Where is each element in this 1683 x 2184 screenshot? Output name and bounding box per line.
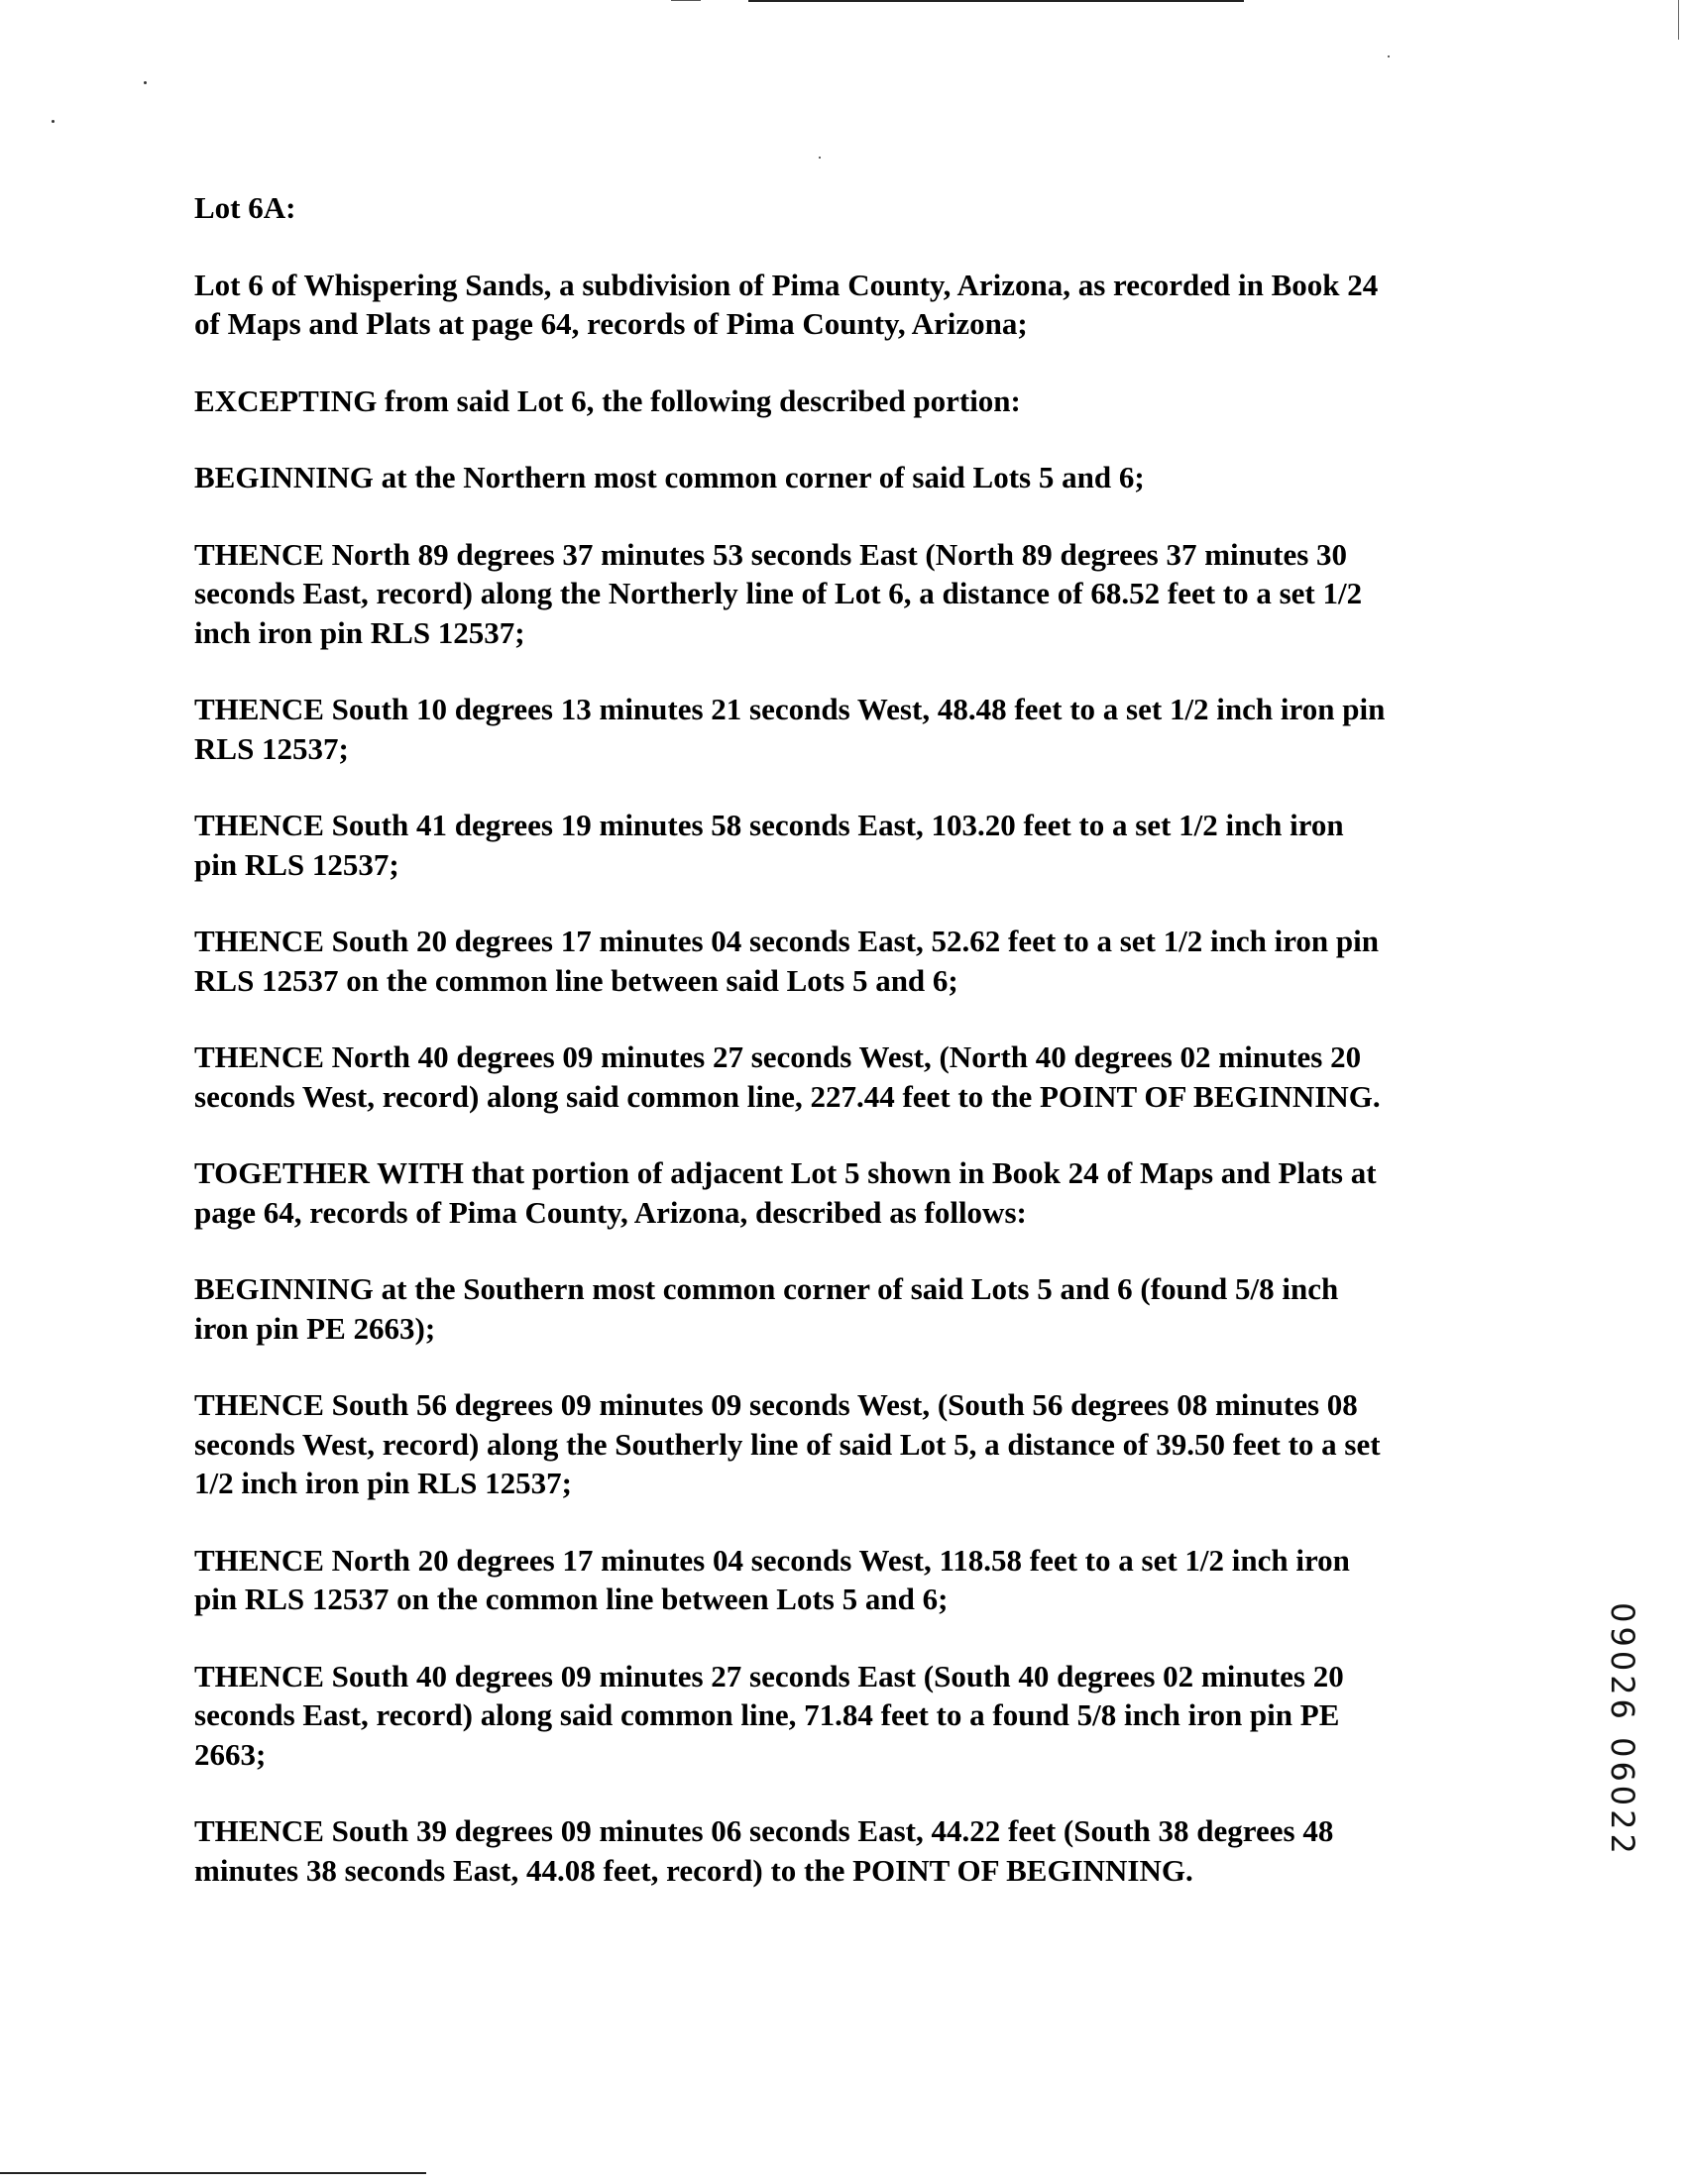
paragraph-line: RLS 12537 on the common line between said Lots 5 and 6; bbox=[194, 962, 958, 998]
paragraph-line: THENCE North 20 degrees 17 minutes 04 seconds West, 118.58 feet to a set 1/2 inch iron bbox=[194, 1542, 1350, 1578]
legal-paragraphs bbox=[194, 266, 1503, 1891]
paragraph-line: THENCE South 56 degrees 09 minutes 09 seconds West, (South 56 degrees 08 minutes 08 bbox=[194, 1387, 1358, 1422]
paragraph bbox=[194, 458, 1503, 497]
paragraph-line: BEGINNING at the Southern most common corner of said Lots 5 and 6 (found 5/8 inch bbox=[194, 1271, 1339, 1306]
scan-artifact-bottom-line bbox=[0, 2172, 426, 2174]
paragraph-line: THENCE North 40 degrees 09 minutes 27 seconds West, (North 40 degrees 02 minutes 20 bbox=[194, 1039, 1362, 1074]
lot-heading: Lot 6A: bbox=[194, 190, 296, 225]
margin-stamp-number: 09026 06022 bbox=[1604, 1602, 1641, 1858]
paragraph bbox=[194, 922, 1503, 1000]
paragraph-line: THENCE South 40 degrees 09 minutes 27 seconds East (South 40 degrees 02 minutes 20 bbox=[194, 1658, 1344, 1693]
paragraph bbox=[194, 806, 1503, 884]
scan-speck bbox=[144, 81, 147, 84]
paragraph-line: inch iron pin RLS 12537; bbox=[194, 614, 525, 650]
paragraph bbox=[194, 535, 1503, 653]
paragraph-line: 2663; bbox=[194, 1736, 267, 1772]
scan-artifact-top-mark bbox=[671, 0, 701, 1]
paragraph-line: of Maps and Plats at page 64, records of Pima County, Arizona; bbox=[194, 306, 1028, 341]
paragraph-line: THENCE South 39 degrees 09 minutes 06 seconds East, 44.22 feet (South 38 degrees 48 bbox=[194, 1813, 1334, 1848]
paragraph-line: seconds East, record) along the Northerly line of Lot 6, a distance of 68.52 feet to a set 1/2 bbox=[194, 576, 1363, 610]
scan-speck bbox=[52, 120, 55, 123]
paragraph-line: THENCE South 41 degrees 19 minutes 58 seconds East, 103.20 feet to a set 1/2 inch iron bbox=[194, 808, 1344, 842]
paragraph-line: pin RLS 12537 on the common line between Lots 5 and 6; bbox=[194, 1582, 949, 1616]
paragraph-line: seconds West, record) along the Southerly line of said Lot 5, a distance of 39.50 feet to a set bbox=[194, 1426, 1381, 1462]
scan-speck bbox=[819, 157, 821, 159]
paragraph-line: EXCEPTING from said Lot 6, the following described portion: bbox=[194, 382, 1021, 418]
paragraph bbox=[194, 266, 1503, 344]
paragraph-line: THENCE South 10 degrees 13 minutes 21 seconds West, 48.48 feet to a set 1/2 inch iron pin bbox=[194, 692, 1386, 726]
paragraph-line: TOGETHER WITH that portion of adjacent Lot 5 shown in Book 24 of Maps and Plats at bbox=[194, 1155, 1377, 1190]
paragraph-line: iron pin PE 2663); bbox=[194, 1310, 436, 1346]
paragraph bbox=[194, 1153, 1503, 1232]
scan-artifact-right-edge bbox=[1678, 0, 1679, 40]
paragraph-line: seconds West, record) along said common line, 227.44 feet to the POINT OF BEGINNING. bbox=[194, 1078, 1381, 1114]
paragraph bbox=[194, 1541, 1503, 1619]
margin-document-stamp bbox=[1593, 1596, 1652, 1864]
paragraph-line: THENCE South 20 degrees 17 minutes 04 seconds East, 52.62 feet to a set 1/2 inch iron pin bbox=[194, 924, 1379, 958]
scan-speck bbox=[1388, 55, 1390, 57]
paragraph-line: seconds East, record) along said common line, 71.84 feet to a found 5/8 inch iron pin PE bbox=[194, 1697, 1340, 1732]
paragraph bbox=[194, 1269, 1503, 1348]
paragraph-line: THENCE North 89 degrees 37 minutes 53 seconds East (North 89 degrees 37 minutes 30 bbox=[194, 536, 1348, 572]
paragraph-line: Lot 6 of Whispering Sands, a subdivision of Pima County, Arizona, as recorded in Book 24 bbox=[194, 267, 1379, 302]
paragraph-line: minutes 38 seconds East, 44.08 feet, record) to the POINT OF BEGINNING. bbox=[194, 1852, 1193, 1888]
paragraph bbox=[194, 1657, 1503, 1775]
paragraph bbox=[194, 1385, 1503, 1503]
legal-description bbox=[194, 188, 1503, 1927]
paragraph-line: 1/2 inch iron pin RLS 12537; bbox=[194, 1466, 572, 1500]
paragraph bbox=[194, 382, 1503, 421]
paragraph bbox=[194, 1811, 1503, 1890]
scan-artifact-top-line bbox=[748, 0, 1244, 2]
paragraph-line: page 64, records of Pima County, Arizona, described as follows: bbox=[194, 1194, 1027, 1230]
paragraph bbox=[194, 690, 1503, 768]
paragraph-line: pin RLS 12537; bbox=[194, 846, 399, 882]
paragraph-line: BEGINNING at the Northern most common corner of said Lots 5 and 6; bbox=[194, 460, 1145, 494]
paragraph-line: RLS 12537; bbox=[194, 730, 349, 766]
paragraph bbox=[194, 1037, 1503, 1116]
